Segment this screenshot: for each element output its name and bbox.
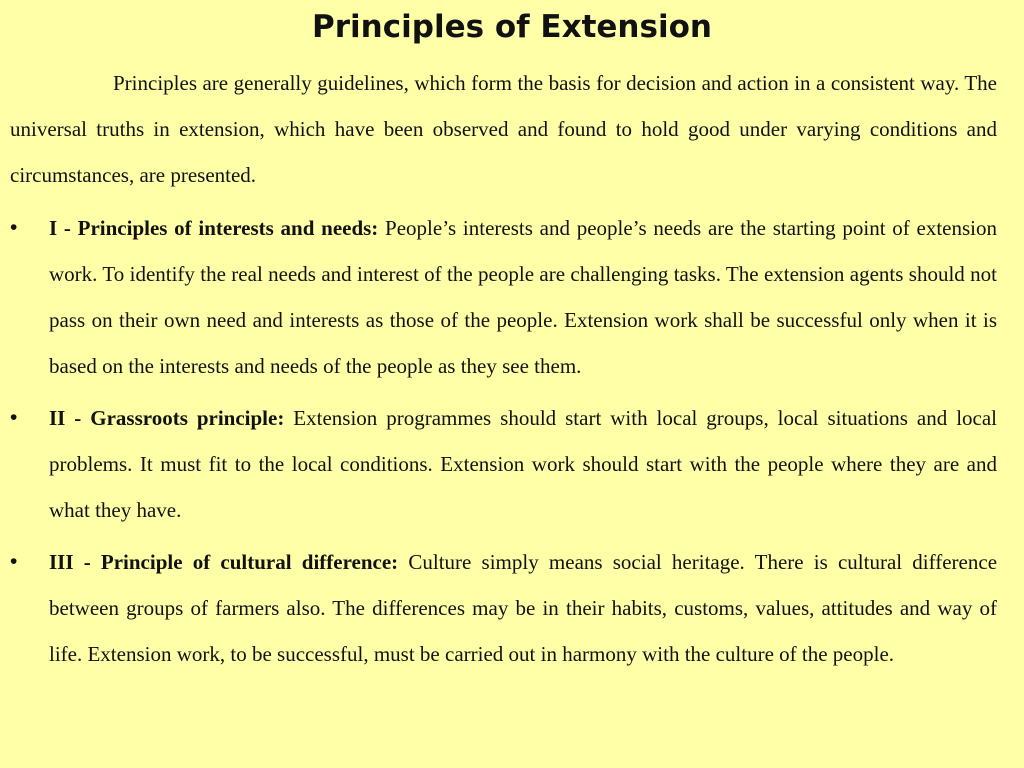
bullet-icon: • [10, 216, 18, 239]
principle-text: People’s interests and people’s needs are the starting point of extension work. To identify the real needs and interest of the people are challenging tasks. The extension agents should not pass on their own need and interests as those of the people. Extension work shall be successful only when it is based on the interests and needs of the people as they see them. [49, 216, 998, 378]
bullet-icon: • [10, 550, 18, 573]
principles-list [0, 205, 1024, 683]
principle-heading: III - Principle of cultural difference: [49, 550, 399, 574]
slide-title: Principles of Extension [312, 9, 712, 45]
bullet-icon: • [10, 406, 18, 429]
principle-text: Culture simply means social heritage. There is cultural difference between groups of farmers also. The differences may be in their habits, customs, values, attitudes and way of life. Extension work, to be successful, must be carried out in harmony with the culture of the people. [49, 550, 998, 666]
principle-heading: I - Principles of interests and needs: [49, 216, 379, 240]
principle-text: Extension programmes should start with local groups, local situations and local problems. It must fit to the local conditions. Extension work should start with the people where they are and what they have. [49, 406, 997, 522]
intro-paragraph: Principles are generally guidelines, which form the basis for decision and action in a consistent way. The universal truths in extension, which have been observed and found to hold good under varying conditions and circumstances, are presented. [10, 71, 997, 187]
principle-item-interests-needs [0, 205, 997, 389]
principle-heading: II - Grassroots principle: [49, 406, 285, 430]
principle-item-cultural-difference [0, 539, 997, 677]
principle-item-grassroots [0, 395, 997, 533]
